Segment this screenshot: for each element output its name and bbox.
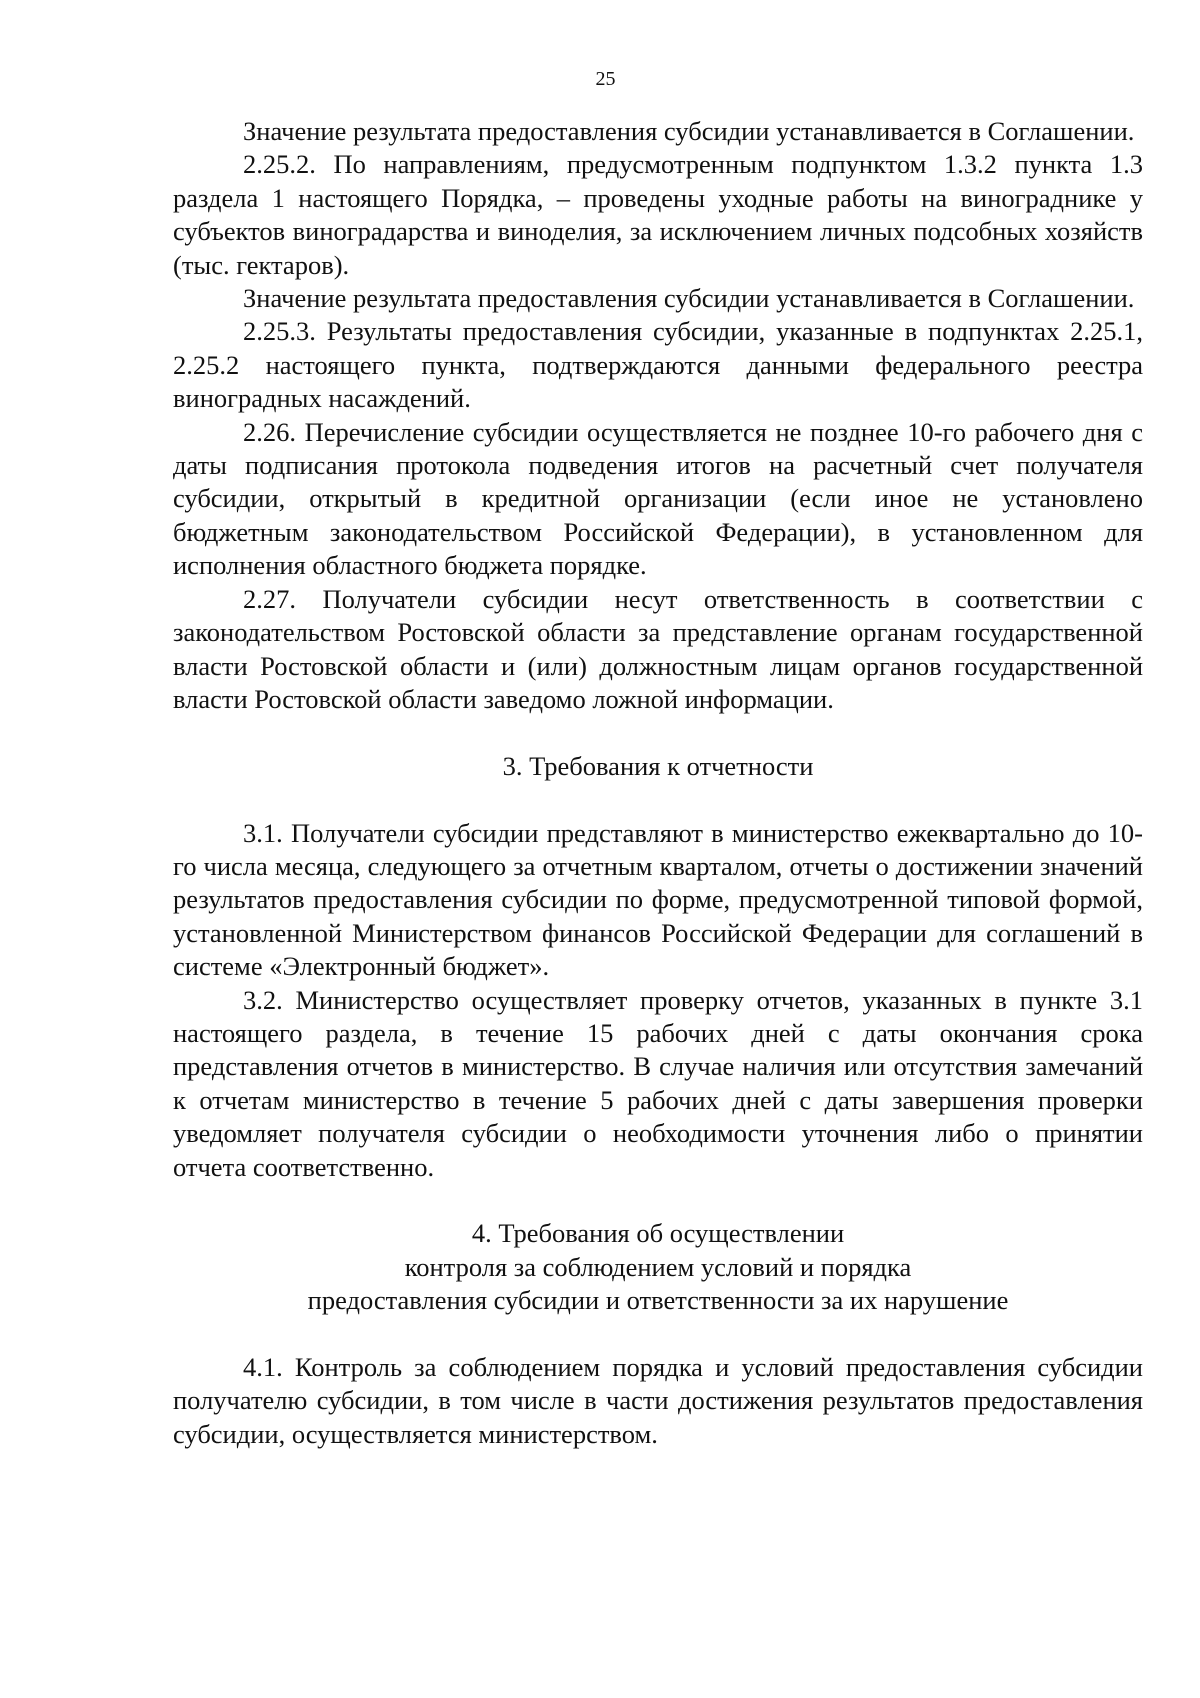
page-number: 25	[595, 68, 616, 90]
spacer	[173, 716, 1143, 749]
paragraph: 3.1. Получатели субсидии представляют в министерство ежеквартально до 10-го числа месяца, следующего за отчетным кварталом, отчеты о достижении значений результатов предоставления субсидии по форме, предусмотренной типовой формой, установленной Министерством финансов Российской Федерации для соглашений в системе «Электронный бюджет».	[173, 817, 1143, 982]
spacer	[173, 1184, 1143, 1217]
paragraph: 4.1. Контроль за соблюдением порядка и условий предоставления субсидии получателю субсидии, в том числе в части достижения результатов предоставления субсидии, осуществляется министерством.	[173, 1351, 1143, 1449]
section-heading-line: контроля за соблюдением условий и порядка	[404, 1251, 912, 1282]
document-body	[173, 115, 1143, 1451]
paragraph: Значение результата предоставления субсидии устанавливается в Соглашении.	[243, 283, 1135, 314]
spacer	[173, 783, 1143, 816]
paragraph: 2.25.3. Результаты предоставления субсидии, указанные в подпунктах 2.25.1, 2.25.2 настоящего пункта, подтверждаются данными федерального реестра виноградных насаждений.	[173, 316, 1143, 414]
section-heading-line: 4. Требования об осуществлении	[471, 1218, 845, 1249]
spacer	[173, 1318, 1143, 1351]
paragraph: Значение результата предоставления субсидии устанавливается в Соглашении.	[243, 116, 1135, 146]
paragraph: 2.25.2. По направлениям, предусмотренным подпунктом 1.3.2 пункта 1.3 раздела 1 настоящего Порядка, – проведены уходные работы на винограднике у субъектов виноградарства и виноделия, за исключением личных подсобных хозяйств (тыс. гектаров).	[173, 149, 1143, 280]
paragraph: 3.2. Министерство осуществляет проверку отчетов, указанных в пункте 3.1 настоящего раздела, в течение 15 рабочих дней с даты окончания срока представления отчетов в министерство. В случае наличия или отсутствия замечаний к отчетам министерство в течение 5 рабочих дней с даты завершения проверки уведомляет получателя субсидии о необходимости уточнения либо о принятии отчета соответственно.	[173, 984, 1143, 1182]
paragraph: 2.26. Перечисление субсидии осуществляется не позднее 10-го рабочего дня с даты подписания протокола подведения итогов на расчетный счет получателя субсидии, открытый в кредитной организации (если иное не установлено бюджетным законодательством Российской Федерации), в установленном для исполнения областного бюджета порядке.	[173, 416, 1143, 581]
section-heading-line: предоставления субсидии и ответственности за их нарушение	[307, 1285, 1009, 1316]
paragraph: 2.27. Получатели субсидии несут ответственность в соответствии с законодательством Ростовской области за представление органам государственной власти Ростовской области и (или) должностным лицам органов государственной власти Ростовской области заведомо ложной информации.	[173, 583, 1143, 714]
section-heading: 3. Требования к отчетности	[502, 750, 814, 781]
